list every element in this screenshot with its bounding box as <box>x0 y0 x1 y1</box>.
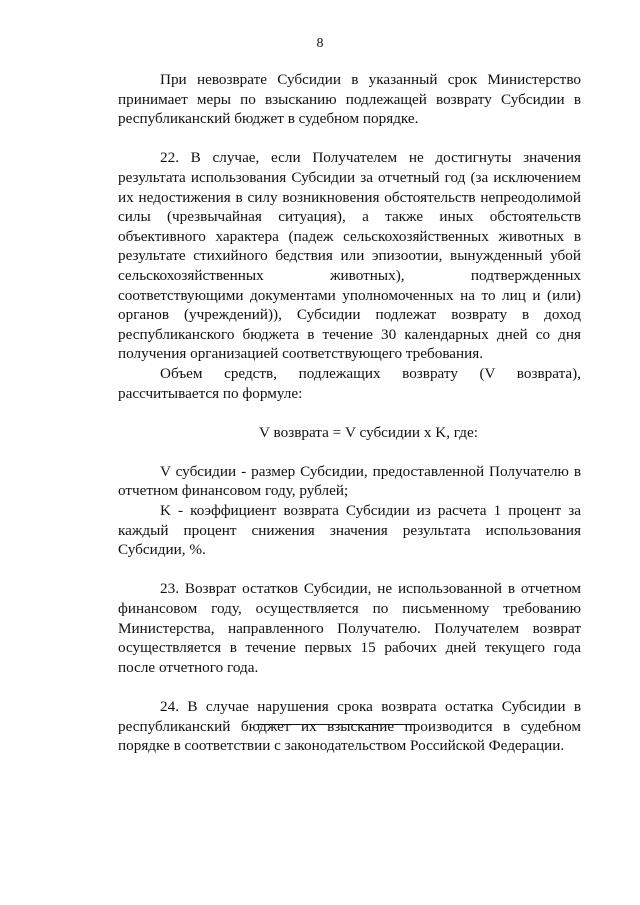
page-number: 8 <box>316 36 324 51</box>
document-body <box>118 70 581 756</box>
definition-k-coefficient: K - коэффициент возврата Субсидии из расчета 1 процент за каждый процент снижения значения результата использования Субсидии, %. <box>118 502 581 559</box>
definition-v-subsidy: V субсидии - размер Субсидии, предоставленной Получателю в отчетном финансовом году, рублей; <box>118 462 581 500</box>
return-formula: V возврата = V субсидии x K, где: <box>259 423 478 441</box>
paragraph-23: 23. Возврат остатков Субсидии, не использованной в отчетном финансовом году, осуществляется по письменному требованию Министерства, направленного Получателю. Получателем возврат осуществляется в течение первых 15 рабочих дней текущего года после отчетного года. <box>118 580 581 676</box>
paragraph-22: 22. В случае, если Получателем не достигнуты значения результата использования Субсидии за отчетный год (за исключением их недостижения в силу возникновения обстоятельств непреодолимой силы (чрезвычайная ситуация), а также иных обстоятельств объективного характера (падеж сельскохозяйственных животных в результате стихийного бедствия или эпизоотии, вынужденный убой сельскохозяйственных животных), подтвержденных соответствующими документами уполномоченных на то лиц и (или) органов (учреждений)), Субсидии подлежат возврату в доход республиканского бюджета в течение 30 календарных дней со дня получения организацией соответствующего требования. <box>118 149 581 363</box>
paragraph-return-volume: Объем средств, подлежащих возврату (V возврата), рассчитывается по формуле: <box>118 364 581 402</box>
paragraph-non-return-recovery: При невозврате Субсидии в указанный срок Министерство принимает меры по взысканию подлежащей возврату Субсидии в республиканский бюджет в судебном порядке. <box>118 71 581 128</box>
end-of-document-line <box>257 724 414 725</box>
paragraph-24: 24. В случае нарушения срока возврата остатка Субсидии в республиканский бюджет их взыскание производится в судебном порядке в соответствии с законодательством Российской Федерации. <box>118 698 581 755</box>
